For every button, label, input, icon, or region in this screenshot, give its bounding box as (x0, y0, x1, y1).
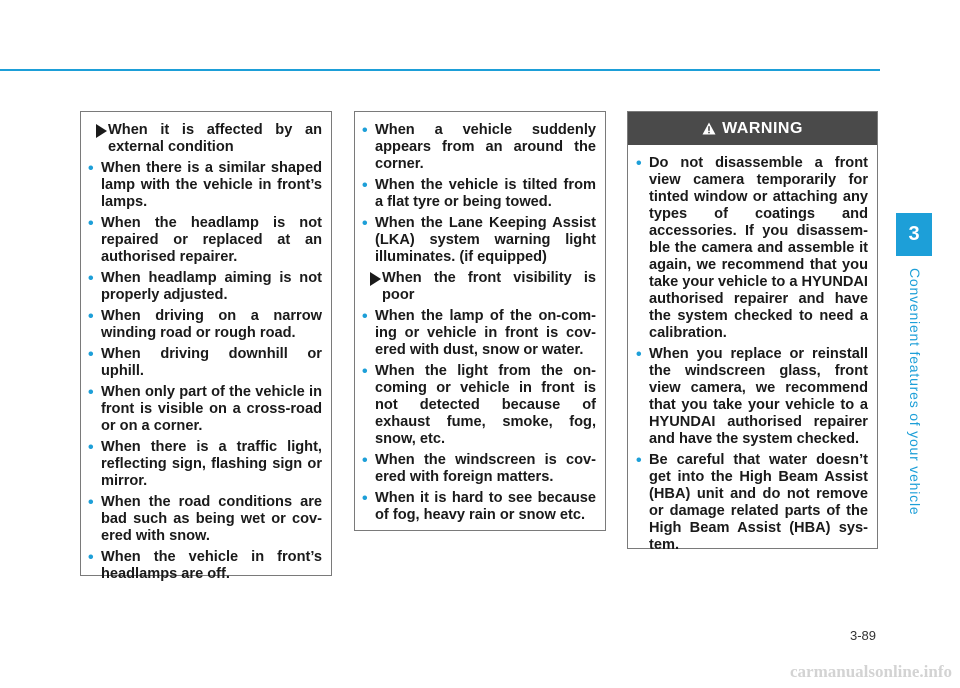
list-item: • When a vehicle suddenly appears from an around the corner. (375, 122, 596, 173)
chapter-title: Convenient features of your vehicle (907, 268, 923, 516)
list-item: • When the vehicle is tilted from a flat tyre or being towed. (375, 177, 596, 211)
list-item: • When headlamp aiming is not properly adjusted. (101, 270, 322, 304)
chapter-tab: 3 (896, 213, 932, 256)
warning-triangle-icon (702, 122, 716, 135)
warning-list (649, 155, 868, 554)
list-item: • When the light from the on-coming or vehicle in front is not detected because of exhaust fume, smoke, fog, snow, etc. (375, 363, 596, 448)
list-item: • When you replace or reinstall the windscreen glass, front view camera, we recommend that you take your vehicle to a HYUNDAI authorised repairer and have the system checked. (649, 346, 868, 448)
warning-title: WARNING (722, 119, 803, 137)
list-item: • When the windscreen is cov-ered with foreign matters. (375, 452, 596, 486)
subheading-front-visibility: When the front visibility is poor (375, 270, 596, 304)
warning-box (627, 111, 878, 553)
list-item: • When the vehicle in front’s headlamps are off. (101, 549, 322, 583)
warning-header (628, 112, 877, 145)
triangle-marker-icon (96, 124, 107, 138)
list-item: • When only part of the vehicle in front is visible on a cross-road or on a corner. (101, 384, 322, 435)
list-item: • When there is a traffic light, reflecting sign, flashing sign or mirror. (101, 439, 322, 490)
conditions-box-external (80, 111, 332, 582)
list-item: • When the headlamp is not repaired or replaced at an authorised repairer. (101, 215, 322, 266)
list-item: • When driving on a narrow winding road or rough road. (101, 308, 322, 342)
list-item: • When the lamp of the on-com-ing or vehicle in front is cov-ered with dust, snow or water. (375, 308, 596, 359)
list-item: • When it is hard to see because of fog, heavy rain or snow etc. (375, 490, 596, 524)
list-item: • When there is a similar shaped lamp with the vehicle in front’s lamps. (101, 160, 322, 211)
watermark: carmanualsonline.info (790, 662, 952, 681)
list-item: • Do not disassemble a front view camera temporarily for tinted window or attaching any types of coatings and accessories. If you disassem-ble the camera and assemble it again, we recommend that you take your vehicle to a HYUNDAI authorised repairer and have the system checked to need a calibration. (649, 155, 868, 342)
subheading-external-condition: When it is affected by an external condition (101, 122, 322, 156)
conditions-box-visibility (354, 111, 606, 531)
header-rule (0, 69, 880, 71)
list-item: • When the Lane Keeping Assist (LKA) system warning light illuminates. (if equipped) (375, 215, 596, 266)
conditions-list-1 (101, 122, 322, 583)
triangle-marker-icon (370, 272, 381, 286)
list-item: • When driving downhill or uphill. (101, 346, 322, 380)
conditions-list-2 (375, 122, 596, 524)
list-item: • When the road conditions are bad such as being wet or cov-ered with snow. (101, 494, 322, 545)
list-item: • Be careful that water doesn’t get into the High Beam Assist (HBA) unit and do not remove or damage related parts of the High Beam Assist (HBA) sys-tem. (649, 452, 868, 554)
page-number: 3-89 (849, 628, 876, 643)
